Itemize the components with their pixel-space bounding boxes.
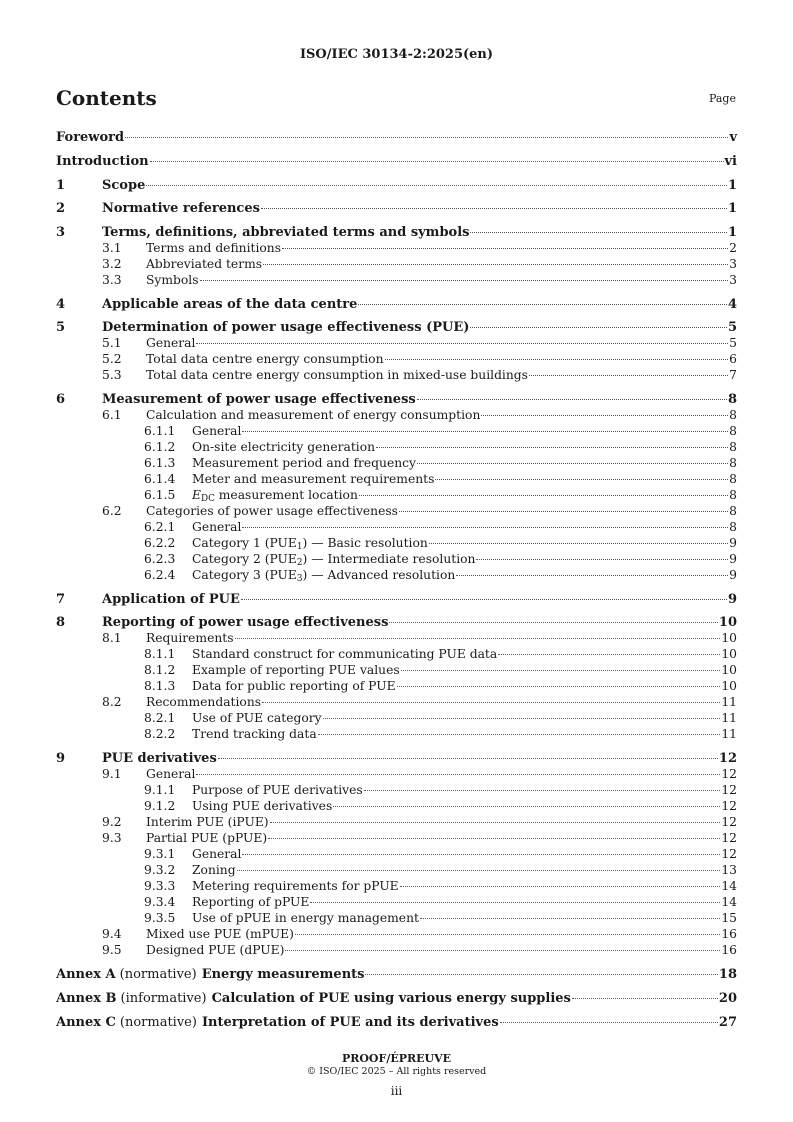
toc-leader-dots: [242, 854, 720, 855]
toc-title: Category 2 $(PUE_2)$ — Intermediate resolution: [192, 552, 476, 568]
toc-title: Designed PUE (dPUE): [146, 943, 285, 957]
toc-number: 9: [56, 751, 66, 766]
toc-page-number: 4: [727, 297, 737, 312]
toc-leader-dots: [268, 838, 720, 839]
page-column-label: Page: [708, 92, 736, 105]
toc-leader-dots: [417, 463, 728, 464]
toc-leader-dots: [242, 527, 728, 528]
toc-page-number: 1: [727, 178, 737, 193]
toc-number: 9.1: [102, 767, 122, 781]
toc-page-number: 11: [721, 727, 737, 741]
toc-number: 8.1.2: [144, 663, 176, 677]
toc-page-number: 10: [721, 631, 737, 645]
toc-title: Mixed use PUE (mPUE): [146, 927, 294, 941]
toc-leader-dots: [400, 886, 721, 887]
toc-title: Zoning: [192, 863, 236, 877]
toc-leader-dots: [196, 774, 720, 775]
toc-page-number: 3: [729, 257, 737, 271]
toc-annex-label: Annex B: [56, 991, 117, 1006]
toc-page-number: 7: [729, 368, 737, 382]
toc-title: Terms, definitions, abbreviated terms and symbols: [102, 225, 470, 240]
toc-entry[interactable]: [56, 911, 737, 926]
toc-leader-dots: [323, 718, 721, 719]
toc-entry[interactable]: [56, 352, 737, 367]
toc-leader-dots: [196, 343, 728, 344]
toc-page-number: 8: [729, 520, 737, 534]
toc-page-number: 8: [729, 504, 737, 518]
toc-title: Using PUE derivatives: [192, 799, 333, 813]
toc-number: 3: [56, 225, 66, 240]
toc-number: 8.1.1: [144, 647, 176, 661]
toc-entry[interactable]: [56, 392, 737, 407]
toc-page-number: v: [729, 130, 737, 145]
toc-entry[interactable]: [56, 711, 737, 726]
toc-page-number: 12: [721, 799, 737, 813]
toc-entry[interactable]: [56, 225, 737, 240]
toc-leader-dots: [481, 415, 728, 416]
toc-entry[interactable]: [56, 967, 737, 982]
toc-entry[interactable]: [56, 991, 737, 1006]
toc-number: 9.5: [102, 943, 122, 957]
toc-number: 8.1.3: [144, 679, 176, 693]
toc-page-number: 15: [721, 911, 737, 925]
toc-title: Applicable areas of the data centre: [102, 297, 358, 312]
toc-leader-dots: [572, 998, 718, 999]
toc-page-number: 14: [721, 879, 737, 893]
toc-entry[interactable]: [56, 472, 737, 487]
toc-number: 6.1.2: [144, 440, 176, 454]
toc-number: 5.2: [102, 352, 122, 366]
toc-number: 6: [56, 392, 66, 407]
toc-title: Use of pPUE in energy management: [192, 911, 419, 925]
toc-number: 8.2.1: [144, 711, 176, 725]
toc-number: 9.4: [102, 927, 122, 941]
toc-page-number: 9: [729, 568, 737, 582]
toc-leader-dots: [529, 375, 728, 376]
toc-page-number: 12: [718, 751, 737, 766]
toc-title: Reporting of pPUE: [192, 895, 310, 909]
toc-leader-dots: [241, 599, 727, 600]
toc-leader-dots: [261, 208, 727, 209]
toc-entry[interactable]: [56, 368, 737, 383]
toc-entry[interactable]: [56, 320, 737, 335]
toc-entry[interactable]: [56, 647, 737, 662]
toc-title: Foreword: [56, 130, 125, 145]
toc-entry[interactable]: [56, 895, 737, 910]
toc-number: 3.3: [102, 273, 122, 287]
toc-entry[interactable]: [56, 297, 737, 312]
toc-page-number: 8: [729, 424, 737, 438]
toc-title: Measurement of power usage effectiveness: [102, 392, 416, 407]
toc-title: PUE derivatives: [102, 751, 217, 766]
toc-leader-dots: [399, 511, 728, 512]
toc-entry[interactable]: [56, 241, 737, 256]
toc-leader-dots: [417, 399, 727, 400]
toc-number: 8.2.2: [144, 727, 176, 741]
toc-entry[interactable]: [56, 943, 737, 958]
toc-page-number: 2: [729, 241, 737, 255]
toc-title: Calculation and measurement of energy consumption: [146, 408, 481, 422]
toc-leader-dots: [359, 495, 728, 496]
page-number: iii: [390, 1084, 403, 1098]
toc-entry[interactable]: [56, 456, 737, 471]
toc-number: 6.2.4: [144, 568, 176, 582]
toc-entry[interactable]: [56, 879, 737, 894]
toc-number: 9.3.2: [144, 863, 176, 877]
toc-leader-dots: [476, 559, 728, 560]
toc-page-number: 16: [721, 943, 737, 957]
toc-title: Category 1 $(PUE_1)$ — Basic resolution: [192, 536, 428, 552]
toc-number: 6.2.2: [144, 536, 176, 550]
toc-entry[interactable]: [56, 520, 737, 535]
toc-annex-label: Annex A: [56, 967, 116, 982]
toc-leader-dots: [263, 264, 728, 265]
toc-entry[interactable]: [56, 927, 737, 942]
toc-title: Determination of power usage effectiveness (PUE): [102, 320, 470, 335]
toc-annex-label: Annex C: [56, 1015, 116, 1030]
toc-leader-dots: [401, 670, 721, 671]
toc-leader-dots: [470, 232, 726, 233]
toc-entry[interactable]: [56, 615, 737, 630]
toc-number: 8.2: [102, 695, 122, 709]
toc-leader-dots: [365, 974, 717, 975]
toc-number: 2: [56, 201, 66, 216]
toc-number: 9.1.1: [144, 783, 176, 797]
toc-entry[interactable]: [56, 201, 737, 216]
toc-page-number: 12: [721, 831, 737, 845]
toc-leader-dots: [310, 902, 720, 903]
toc-title: Interpretation of PUE and its derivatives: [201, 1015, 499, 1030]
toc-page-number: 27: [718, 1015, 737, 1030]
toc-leader-dots: [429, 543, 728, 544]
toc-page-number: 18: [718, 967, 737, 982]
toc-entry[interactable]: [56, 154, 737, 169]
toc-leader-dots: [146, 185, 727, 186]
toc-title: Application of PUE: [102, 592, 240, 607]
toc-leader-dots: [200, 280, 729, 281]
toc-title: Example of reporting PUE values: [192, 663, 400, 677]
toc-entry[interactable]: [56, 863, 737, 878]
toc-title: Recommendations: [146, 695, 262, 709]
toc-number: 6.2: [102, 504, 122, 518]
toc-page-number: 8: [729, 408, 737, 422]
toc-title: Trend tracking data: [192, 727, 317, 741]
toc-annex-type: (normative): [119, 967, 197, 982]
toc-entry[interactable]: [56, 799, 737, 814]
toc-entry[interactable]: [56, 631, 737, 646]
toc-annex-type: (informative): [120, 991, 207, 1006]
toc-page-number: 20: [718, 991, 737, 1006]
toc-title: General: [192, 847, 242, 861]
toc-title: Energy measurements: [201, 967, 365, 982]
toc-title: Measurement period and frequency: [192, 456, 416, 470]
toc-page-number: 8: [727, 392, 737, 407]
toc-title: Requirements: [146, 631, 234, 645]
toc-number: 8: [56, 615, 66, 630]
toc-page-number: 3: [729, 273, 737, 287]
toc-leader-dots: [218, 758, 718, 759]
toc-page-number: 9: [729, 552, 737, 566]
toc-title: Metering requirements for pPUE: [192, 879, 399, 893]
toc-page-number: 10: [721, 663, 737, 677]
toc-number: 9.3: [102, 831, 122, 845]
toc-title: Normative references: [102, 201, 260, 216]
toc-title: On-site electricity generation: [192, 440, 376, 454]
toc-title: Standard construct for communicating PUE data: [192, 647, 498, 661]
proof-label: PROOF/ÉPREUVE: [341, 1052, 452, 1065]
toc-title: Symbols: [146, 273, 199, 287]
toc-number: 5.3: [102, 368, 122, 382]
toc-number: 6.1.4: [144, 472, 176, 486]
toc-title: General: [192, 520, 242, 534]
toc-page-number: 11: [721, 695, 737, 709]
toc-title: $E_{DC}$ measurement location: [192, 488, 358, 504]
toc-entry[interactable]: [56, 408, 737, 423]
toc-page-number: 1: [727, 201, 737, 216]
toc-page-number: 10: [721, 679, 737, 693]
toc-title: Total data centre energy consumption in mixed-use buildings: [146, 368, 528, 382]
toc-page-number: 10: [721, 647, 737, 661]
toc-leader-dots: [358, 304, 727, 305]
toc-entry[interactable]: [56, 440, 737, 455]
toc-page-number: 9: [729, 536, 737, 550]
toc-title: Introduction: [56, 154, 149, 169]
document-id-header: ISO/IEC 30134-2:2025(en): [299, 47, 494, 62]
toc-page-number: 5: [729, 336, 737, 350]
toc-leader-dots: [385, 359, 729, 360]
toc-title: Data for public reporting of PUE: [192, 679, 396, 693]
toc-entry[interactable]: [56, 592, 737, 607]
toc-entry[interactable]: [56, 767, 737, 782]
toc-leader-dots: [500, 1022, 718, 1023]
toc-page-number: vi: [724, 154, 737, 169]
toc-number: 9.3.3: [144, 879, 176, 893]
toc-leader-dots: [285, 950, 720, 951]
toc-page-number: 13: [721, 863, 737, 877]
toc-title: Partial PUE (pPUE): [146, 831, 268, 845]
toc-page-number: 12: [721, 767, 737, 781]
contents-heading: Contents: [56, 86, 157, 110]
toc-entry[interactable]: [56, 178, 737, 193]
toc-entry[interactable]: [56, 504, 737, 519]
toc-page-number: 14: [721, 895, 737, 909]
toc-number: 9.3.4: [144, 895, 176, 909]
toc-entry[interactable]: [56, 831, 737, 846]
toc-page-number: 1: [727, 225, 737, 240]
toc-title: Interim PUE (iPUE): [146, 815, 269, 829]
toc-leader-dots: [456, 575, 728, 576]
toc-leader-dots: [295, 934, 720, 935]
toc-page-number: 12: [721, 815, 737, 829]
toc-page-number: 12: [721, 783, 737, 797]
toc-annex-type: (normative): [119, 1015, 197, 1030]
toc-number: 9.2: [102, 815, 122, 829]
toc-title: Total data centre energy consumption: [146, 352, 384, 366]
copyright-notice: © ISO/IEC 2025 – All rights reserved: [306, 1066, 487, 1077]
toc-number: 7: [56, 592, 66, 607]
toc-entry[interactable]: [56, 695, 737, 710]
toc-number: 4: [56, 297, 66, 312]
toc-entry[interactable]: [56, 336, 737, 351]
toc-entry[interactable]: [56, 568, 737, 583]
toc-leader-dots: [150, 161, 724, 162]
toc-leader-dots: [364, 790, 721, 791]
toc-entry[interactable]: [56, 488, 737, 503]
toc-number: 6.2.3: [144, 552, 176, 566]
toc-entry[interactable]: [56, 815, 737, 830]
toc-entry[interactable]: [56, 663, 737, 678]
toc-title: Use of PUE category: [192, 711, 322, 725]
toc-leader-dots: [125, 137, 728, 138]
toc-entry[interactable]: [56, 257, 737, 272]
toc-entry[interactable]: [56, 783, 737, 798]
toc-number: 9.3.1: [144, 847, 176, 861]
toc-number: 1: [56, 178, 66, 193]
toc-leader-dots: [420, 918, 720, 919]
toc-number: 5: [56, 320, 66, 335]
toc-entry[interactable]: [56, 552, 737, 567]
toc-entry[interactable]: [56, 1015, 737, 1030]
toc-number: 6.1.5: [144, 488, 176, 502]
toc-number: 6.2.1: [144, 520, 176, 534]
toc-page-number: 16: [721, 927, 737, 941]
toc-number: 3.2: [102, 257, 122, 271]
toc-leader-dots: [389, 622, 717, 623]
toc-number: 9.3.5: [144, 911, 176, 925]
toc-title: General: [192, 424, 242, 438]
toc-entry[interactable]: [56, 751, 737, 766]
toc-page-number: 6: [729, 352, 737, 366]
toc-title: Scope: [102, 178, 146, 193]
toc-title: Abbreviated terms: [146, 257, 263, 271]
toc-title: Reporting of power usage effectiveness: [102, 615, 389, 630]
toc-entry[interactable]: [56, 847, 737, 862]
toc-entry[interactable]: [56, 273, 737, 288]
toc-number: 5.1: [102, 336, 122, 350]
toc-leader-dots: [318, 734, 721, 735]
toc-title: General: [146, 767, 196, 781]
toc-leader-dots: [237, 870, 721, 871]
toc-leader-dots: [262, 702, 720, 703]
toc-page-number: 9: [727, 592, 737, 607]
toc-leader-dots: [270, 822, 721, 823]
toc-page-number: 8: [729, 472, 737, 486]
toc-leader-dots: [376, 447, 728, 448]
toc-page-number: 11: [721, 711, 737, 725]
toc-leader-dots: [498, 654, 720, 655]
toc-title: Purpose of PUE derivatives: [192, 783, 363, 797]
toc-page-number: 8: [729, 456, 737, 470]
toc-leader-dots: [333, 806, 720, 807]
toc-page-number: 12: [721, 847, 737, 861]
toc-entry[interactable]: [56, 679, 737, 694]
toc-page-number: 5: [727, 320, 737, 335]
toc-title: Categories of power usage effectiveness: [146, 504, 398, 518]
toc-leader-dots: [235, 638, 721, 639]
toc-leader-dots: [282, 248, 728, 249]
toc-title: Meter and measurement requirements: [192, 472, 435, 486]
toc-title: Terms and definitions: [146, 241, 282, 255]
toc-number: 9.1.2: [144, 799, 176, 813]
toc-leader-dots: [435, 479, 728, 480]
toc-page-number: 8: [729, 440, 737, 454]
toc-leader-dots: [470, 327, 727, 328]
toc-page-number: 8: [729, 488, 737, 502]
toc-entry[interactable]: [56, 727, 737, 742]
toc-number: 3.1: [102, 241, 122, 255]
toc-leader-dots: [397, 686, 721, 687]
toc-entry[interactable]: [56, 130, 737, 145]
toc-number: 6.1: [102, 408, 122, 422]
toc-number: 6.1.1: [144, 424, 176, 438]
toc-entry[interactable]: [56, 536, 737, 551]
toc-leader-dots: [242, 431, 728, 432]
toc-number: 8.1: [102, 631, 122, 645]
toc-entry[interactable]: [56, 424, 737, 439]
toc-title: General: [146, 336, 196, 350]
toc-title: Category 3 $(PUE_3)$ — Advanced resolution: [192, 568, 456, 584]
toc-number: 6.1.3: [144, 456, 176, 470]
toc-page-number: 10: [718, 615, 737, 630]
toc-title: Calculation of PUE using various energy supplies: [211, 991, 571, 1006]
